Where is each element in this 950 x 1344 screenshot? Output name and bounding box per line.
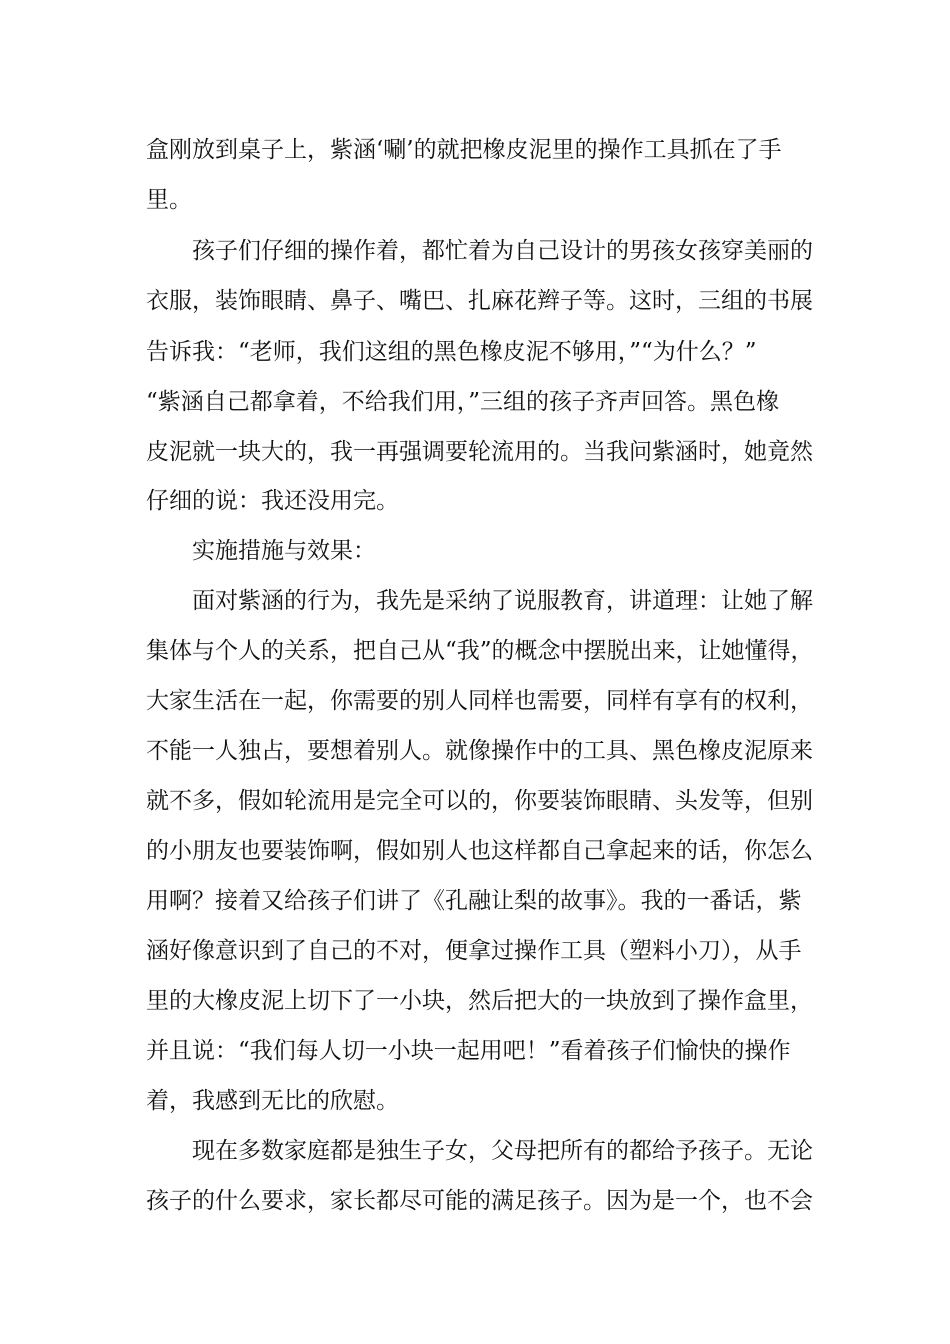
text-line-15: 的小朋友也要装饰啊，假如别人也这样都自己拿起来的话，你怎么 [146,838,813,864]
text-line-1: 盒刚放到桌子上，紫涵‘唰’的就把橡皮泥里的操作工具抓在了手 [146,137,782,163]
text-line-8: 仔细的说：我还没用完。 [146,488,399,514]
text-line-4: 衣服，装饰眼睛、鼻子、嘴巴、扎麻花辫子等。这时，三组的书展 [146,288,813,314]
text-line-14: 就不多，假如轮流用是完全可以的，你要装饰眼睛、头发等，但别 [146,788,813,814]
text-line-13: 不能一人独占，要想着别人。就像操作中的工具、黑色橡皮泥原来 [146,738,813,764]
text-line-17: 涵好像意识到了自己的不对，便拿过操作工具（塑料小刀），从手 [146,938,802,964]
text-line-12: 大家生活在一起，你需要的别人同样也需要，同样有享有的权利， [146,688,813,714]
text-line-20: 着，我感到无比的欣慰。 [146,1088,399,1114]
text-line-2: 里。 [146,187,192,213]
text-line-11: 集体与个人的关系，把自己从“我”的概念中摆脱出来，让她懂得， [146,638,814,664]
text-line-7: 皮泥就一块大的，我一再强调要轮流用的。当我问紫涵时，她竟然 [146,439,813,465]
text-line-16: 用啊？接着又给孩子们讲了《孔融让梨的故事》。我的一番话，紫 [146,888,802,914]
text-line-21: 现在多数家庭都是独生子女，父母把所有的都给予孩子。无论 [192,1138,813,1164]
text-line-10: 面对紫涵的行为，我先是采纳了说服教育，讲道理：让她了解 [192,588,813,614]
text-line-5: 告诉我：“老师，我们这组的黑色橡皮泥不够用，”“为什么？” [146,339,757,365]
text-line-6: “紫涵自己都拿着，不给我们用，”三组的孩子齐声回答。黑色橡 [146,389,780,415]
text-line-3: 孩子们仔细的操作着，都忙着为自己设计的男孩女孩穿美丽的 [192,238,813,264]
text-line-22: 孩子的什么要求，家长都尽可能的满足孩子。因为是一个，也不会 [146,1188,813,1214]
section-heading: 实施措施与效果： [192,538,376,564]
text-line-19: 并且说：“我们每人切一小块一起用吧！”看着孩子们愉快的操作 [146,1038,791,1064]
text-line-18: 里的大橡皮泥上切下了一小块，然后把大的一块放到了操作盒里， [146,988,813,1014]
